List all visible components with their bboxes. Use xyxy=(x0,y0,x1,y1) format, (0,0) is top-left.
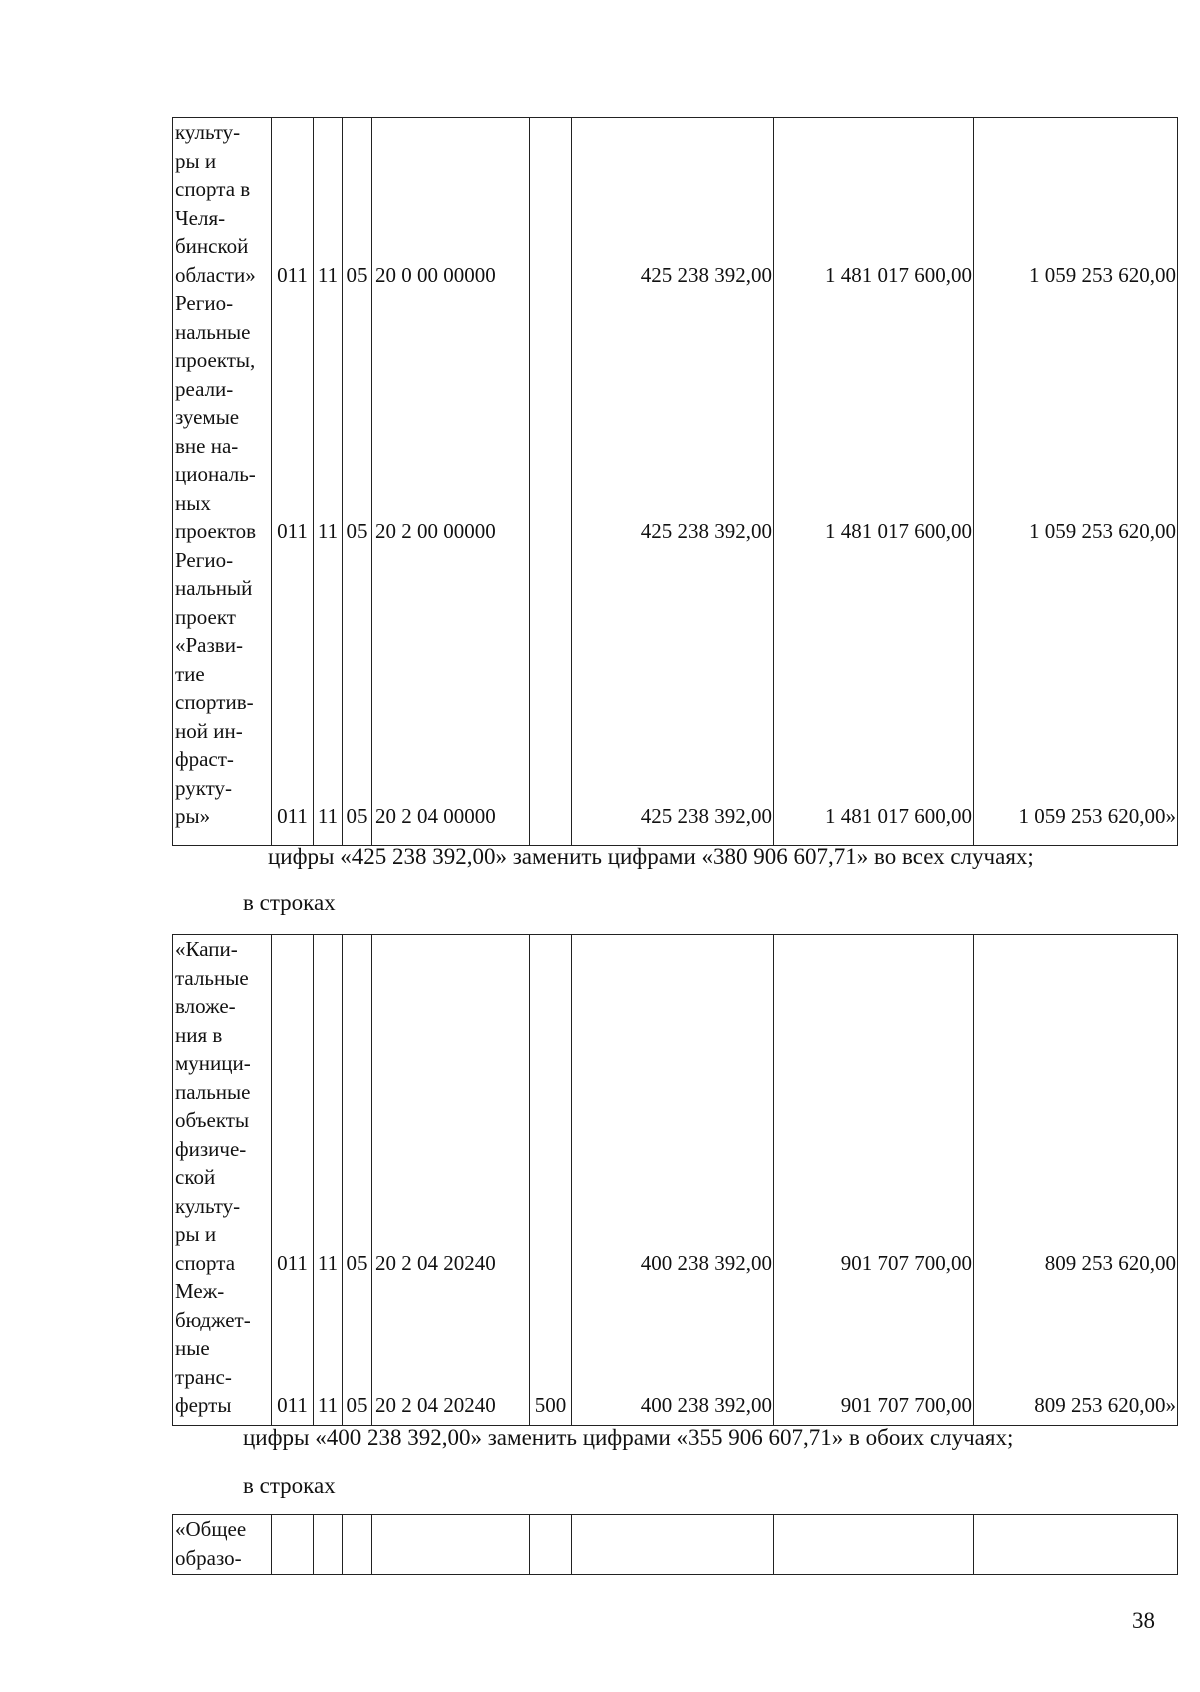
cell-value: 11 xyxy=(317,804,339,828)
cell-value: 20 2 00 00000 xyxy=(375,519,496,543)
cell-value: 901 707 700,00 xyxy=(840,1250,972,1275)
row-name-line: «Разви- xyxy=(175,633,243,657)
section-code-cell xyxy=(314,118,343,846)
instruction-text-3: цифры «400 238 392,00» заменить цифрами «355 906 607,71» в обоих случаях; xyxy=(243,1425,1014,1450)
year2-amount-cell xyxy=(774,935,974,1426)
target-article-cell xyxy=(372,118,530,846)
cell-value: 1 481 017 600,00 xyxy=(825,262,972,287)
cell-value: 20 0 00 00000 xyxy=(375,262,496,287)
row-name-line: физиче- xyxy=(175,1136,247,1161)
section-code-cell xyxy=(314,935,343,1426)
admin-code-cell xyxy=(272,935,314,1426)
row-name-line: культу- xyxy=(175,1193,241,1218)
subsection-code-cell xyxy=(343,935,372,1426)
row-name-line: проект xyxy=(175,604,236,629)
cell-value: 20 2 04 00000 xyxy=(375,804,496,828)
row-name-line: области» xyxy=(175,262,256,287)
cell-value: 05 xyxy=(346,1250,368,1275)
row-name-line: ской xyxy=(175,1165,216,1189)
cell-value: 1 059 253 620,00 xyxy=(1029,519,1176,543)
row-name-line: Меж- xyxy=(175,1279,225,1303)
expense-type-cell xyxy=(530,935,572,1426)
cell-value: 901 707 700,00 xyxy=(840,1393,972,1417)
year2-amount-cell xyxy=(774,118,974,846)
page-number: 38 xyxy=(1132,1608,1155,1633)
subsection-code-cell xyxy=(343,118,372,846)
row-name-line: циональ- xyxy=(175,462,256,486)
row-name-line: образо- xyxy=(175,1545,242,1570)
row-name-line: спорта xyxy=(175,1250,236,1275)
row-name-line: ния в xyxy=(175,1022,223,1047)
expense-type-cell xyxy=(530,1515,572,1575)
cell-value: 1 481 017 600,00 xyxy=(825,519,972,543)
row-name-line: ной ин- xyxy=(175,718,243,743)
cell-value: 1 059 253 620,00 xyxy=(1029,262,1176,287)
row-name-line: проекты, xyxy=(175,348,256,372)
cell-value: 20 2 04 20240 xyxy=(375,1250,496,1275)
cell-value: 011 xyxy=(277,262,308,287)
cell-value: 05 xyxy=(346,1393,368,1417)
row-name-line: пальные xyxy=(175,1079,251,1104)
row-name-cell xyxy=(173,935,272,1426)
admin-code-cell xyxy=(272,1515,314,1575)
admin-code-cell xyxy=(272,118,314,846)
budget-table-1 xyxy=(172,117,1178,846)
row-name-line: «Общее xyxy=(175,1517,247,1541)
row-name-line: рукту- xyxy=(175,775,233,800)
row-name-line: фраст- xyxy=(175,747,234,771)
instruction-text-2: в строках xyxy=(243,890,336,915)
cell-value: 05 xyxy=(346,262,368,287)
target-article-cell xyxy=(372,1515,530,1575)
section-code-cell xyxy=(314,1515,343,1575)
year2-amount-cell xyxy=(774,1515,974,1575)
row-name-line: ры и xyxy=(175,1222,217,1246)
row-name-line: Челя- xyxy=(175,205,226,230)
subsection-code-cell xyxy=(343,1515,372,1575)
cell-value: 1 059 253 620,00» xyxy=(1018,804,1176,828)
row-name-line: зуемые xyxy=(175,405,240,429)
cell-value: 1 481 017 600,00 xyxy=(825,804,972,828)
year3-amount-cell xyxy=(974,118,1178,846)
year3-amount-cell xyxy=(974,1515,1178,1575)
instruction-text-4: в строках xyxy=(243,1473,336,1498)
row-name-line: бюджет- xyxy=(175,1307,251,1332)
cell-value: 500 xyxy=(534,1393,567,1417)
row-name-line: бинской xyxy=(175,234,249,258)
row-name-cell xyxy=(173,1515,272,1575)
row-name-line: нальный xyxy=(175,576,253,600)
budget-table-2 xyxy=(172,934,1178,1426)
cell-value: 400 238 392,00 xyxy=(640,1250,772,1275)
cell-value: 809 253 620,00 xyxy=(1044,1250,1176,1275)
row-name-line: тальные xyxy=(175,965,249,990)
row-name-line: «Капи- xyxy=(175,937,238,961)
row-name-line: ферты xyxy=(175,1393,232,1417)
row-name-line: спорта в xyxy=(175,177,251,201)
cell-value: 11 xyxy=(317,262,339,287)
row-name-line: вне на- xyxy=(175,433,239,458)
row-name-line: транс- xyxy=(175,1364,232,1389)
cell-value: 425 238 392,00 xyxy=(640,519,772,543)
instruction-text-1: цифры «425 238 392,00» заменить цифрами «380 906 607,71» во всех случаях; xyxy=(268,844,1034,869)
row-name-line: муници- xyxy=(175,1051,251,1075)
row-name-line: ры» xyxy=(175,804,211,828)
expense-type-cell xyxy=(530,118,572,846)
cell-value: 20 2 04 20240 xyxy=(375,1393,496,1417)
cell-value: 011 xyxy=(277,1393,308,1417)
cell-value: 11 xyxy=(317,519,339,543)
year1-amount-cell xyxy=(572,935,774,1426)
row-name-line: тие xyxy=(175,661,205,686)
row-name-line: объекты xyxy=(175,1108,250,1132)
cell-value: 05 xyxy=(346,804,368,828)
year3-amount-cell xyxy=(974,935,1178,1426)
cell-value: 11 xyxy=(317,1393,339,1417)
row-name-line: спортив- xyxy=(175,690,254,714)
budget-table-3 xyxy=(172,1514,1178,1575)
row-name-line: ных xyxy=(175,490,211,515)
cell-value: 425 238 392,00 xyxy=(640,804,772,828)
row-name-line: Регио- xyxy=(175,291,234,315)
year1-amount-cell xyxy=(572,1515,774,1575)
cell-value: 05 xyxy=(346,519,368,543)
cell-value: 011 xyxy=(277,1250,308,1275)
cell-value: 11 xyxy=(317,1250,339,1275)
cell-value: 425 238 392,00 xyxy=(640,262,772,287)
cell-value: 809 253 620,00» xyxy=(1034,1393,1176,1417)
cell-value: 400 238 392,00 xyxy=(640,1393,772,1417)
row-name-line: Регио- xyxy=(175,547,234,572)
row-name-line: ные xyxy=(175,1336,210,1360)
row-name-line: вложе- xyxy=(175,994,236,1018)
target-article-cell xyxy=(372,935,530,1426)
cell-value: 011 xyxy=(277,519,308,543)
row-name-line: ры и xyxy=(175,148,217,173)
cell-value: 011 xyxy=(277,804,308,828)
row-name-line: нальные xyxy=(175,319,251,344)
row-name-line: проектов xyxy=(175,519,257,543)
year1-amount-cell xyxy=(572,118,774,846)
row-name-line: реали- xyxy=(175,376,234,401)
row-name-cell xyxy=(173,118,272,846)
row-name-line: культу- xyxy=(175,120,241,144)
